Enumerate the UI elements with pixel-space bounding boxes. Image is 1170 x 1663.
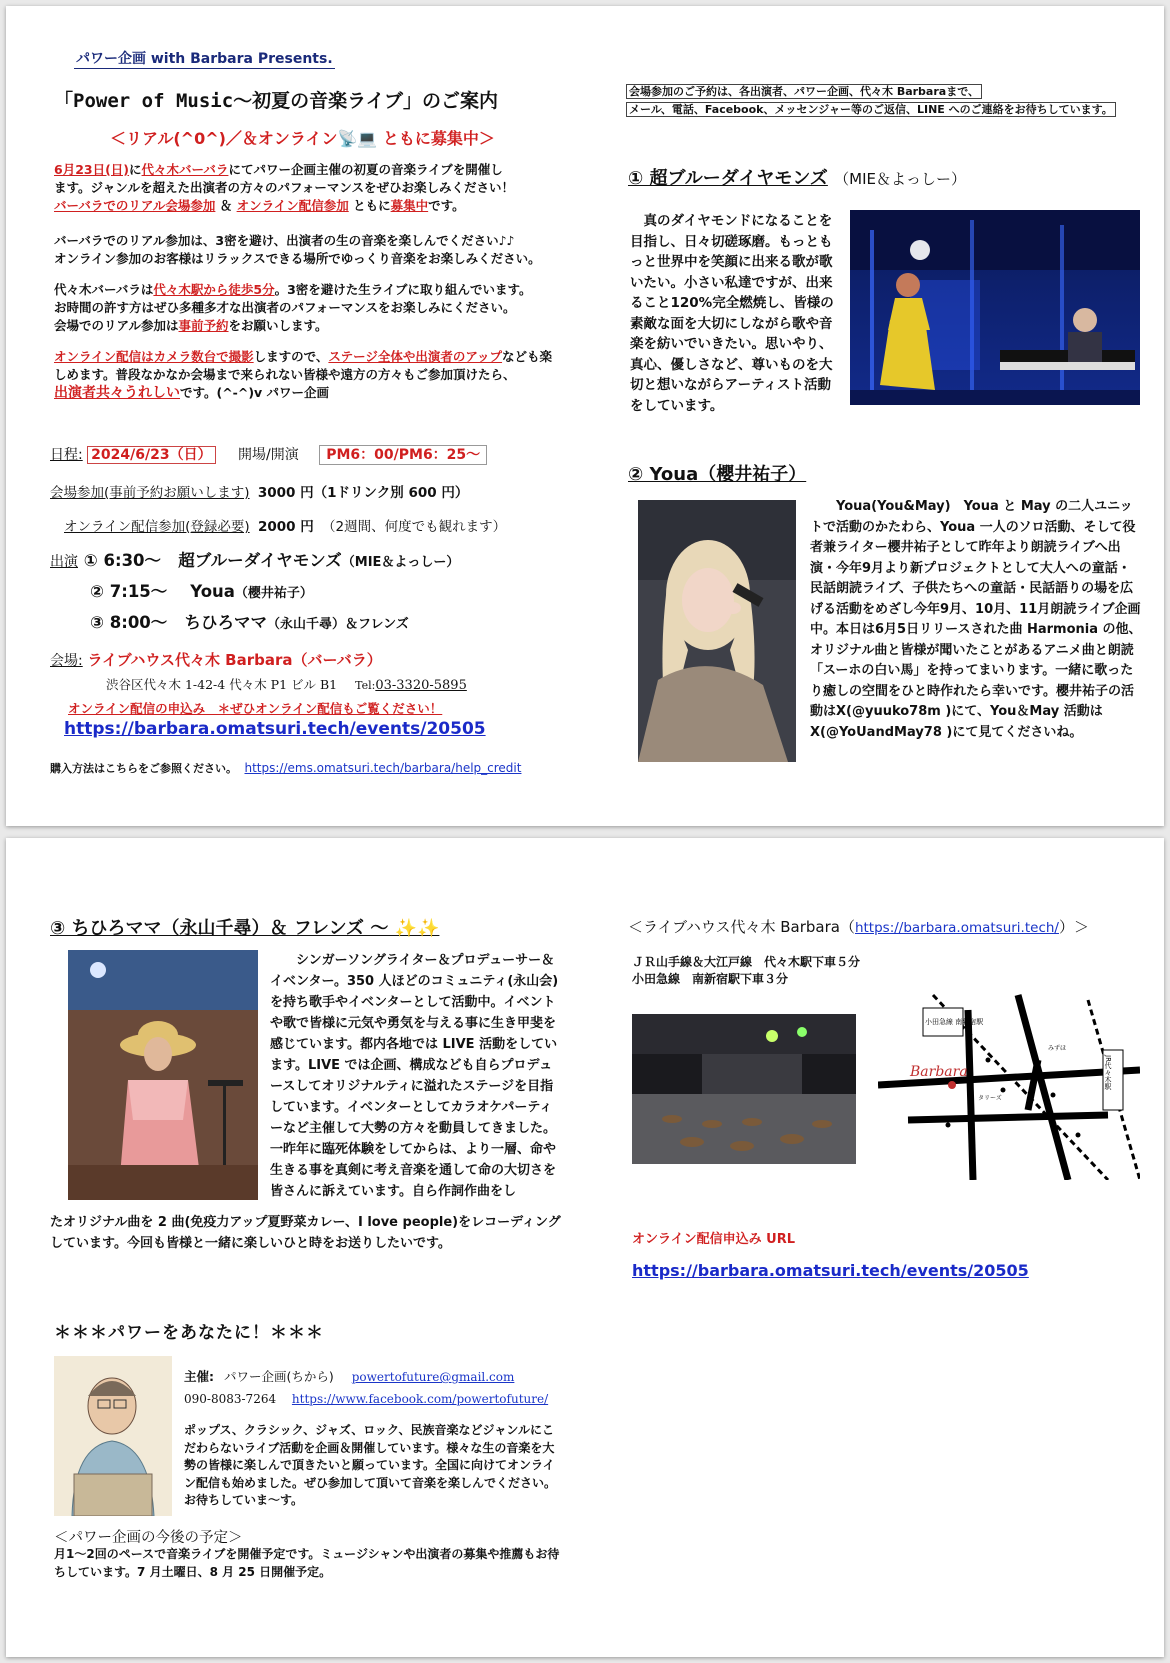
intro-paragraph-2: バーバラでのリアル参加は、3密を避け、出演者の生の音楽を楽しんでください♪♪ オンライン参加のお客様はリラックスできる場所でゆっくり音楽をお楽しみください。 bbox=[54, 233, 541, 266]
page-title: 「Power of Music～初夏の音楽ライブ」のご案内 bbox=[54, 90, 499, 112]
map-label-barbara: Barbara bbox=[910, 1064, 968, 1080]
venue-row: 会場: ライブハウス代々木 Barbara（バーバラ） bbox=[50, 651, 382, 669]
venue-site-link[interactable]: https://barbara.omatsuri.tech/ bbox=[854, 920, 1059, 936]
artist3-heading: ③ ちひろママ（永山千尋）＆ フレンズ ～ ✨✨ bbox=[50, 918, 440, 939]
purchase-link[interactable]: https://ems.omatsuri.tech/barbara/help_credit bbox=[244, 761, 522, 775]
online-url-label: オンライン配信申込み URL bbox=[632, 1232, 795, 1247]
artist3-text-full: たオリジナル曲を 2 曲(免疫力アップ夏野菜カレー、I love people)をレコーディングしています。今回も皆様と一緒に楽しいひと時をお送りしたいです。 bbox=[50, 1215, 561, 1251]
flyer-page-1 bbox=[6, 6, 1164, 826]
presenter-line: パワー企画 with Barbara Presents. bbox=[74, 48, 335, 69]
flyer-page-2 bbox=[6, 838, 1164, 1657]
access-info: ＪＲ山手線＆大江戸線 代々木駅下車５分 小田急線 南新宿駅下車３分 bbox=[632, 955, 861, 986]
artist3-text-side: シンガーソングライター＆プロデューサー＆イベンター。350 人ほどのコミュニティ(永山会)を持ち歌手やイベンターとして活動中。イベントや歌で皆様に元気や勇気を与える事に生き甲斐を感じています。都内各地では LIVE 活動をしています。LIVE では企画、構成なども自らプロデュースしてオリジナルティに溢れたステージを目指しています。イベンターとしてカラオケパーティーなど主催して大勢の方々を動員してきました。一昨年に臨死体験をしてからは、より一層、命や生きる事を真剣に考え音楽を通して命の大切さを皆さんに訴えています。自ら作詞作曲をし bbox=[270, 953, 559, 1199]
address-row: 渋谷区代々木 1-42-4 代々木 P1 ビル B1 Tel:03-3320-5895 bbox=[106, 677, 467, 693]
venue-map bbox=[878, 990, 1140, 1180]
date-row: 日程: 2024/6/23（日） 開場/開演 PM6：00/PM6：25～ bbox=[50, 444, 487, 464]
online-fee-row: オンライン配信参加(登録必要) 2000 円 （2週間、何度でも観れます） bbox=[64, 519, 507, 535]
schedule-heading: ＜パワー企画の今後の予定＞ bbox=[54, 1530, 243, 1546]
purchase-row: 購入方法はこちらをご参照ください。 https://ems.omatsuri.tech/barbara/help_credit bbox=[50, 761, 522, 775]
artist3-singer-photo bbox=[68, 950, 258, 1200]
performer-list bbox=[50, 546, 459, 639]
intro-paragraph-1: 6月23日(日)に代々木バーバラにてパワー企画主催の初夏の音楽ライブを開催し ます。ジャンルを超えた出演者の方々のパフォーマンスをぜひお楽しみください！ バーバラでのリアル会場参加 ＆ オンライン配信参加 ともに募集中です。 bbox=[54, 162, 514, 213]
organizer-name-row: 主催: パワー企画(ちから) powertofuture@gmail.com bbox=[184, 1369, 515, 1384]
map-label-bank: みずほ bbox=[1048, 1045, 1067, 1052]
reservation-note: 会場参加のご予約は、各出演者、パワー企画、代々木 Barbaraまで、 メール、電話、Facebook、メッセンジャー等のご返信、LINE へのご連絡をお待ちしています。 bbox=[626, 83, 1116, 119]
intro-paragraph-3: 代々木バーバラは代々木駅から徒歩5分。3密を避けた生ライブに取り組んでいます。 お時間の許す方はぜひ多種多才な出演者のパフォーマンスをお楽しみにください。 会場でのリアル参加は事前予約をお願いします。 bbox=[54, 282, 532, 333]
online-url-link[interactable]: https://barbara.omatsuri.tech/events/20505 bbox=[632, 1261, 1029, 1280]
performer-row-3: ③ 8:00～ ちひろママ（永山千尋）＆フレンズ bbox=[90, 613, 409, 632]
artist1-heading: ① 超ブルーダイヤモンズ （MIE＆よっしー） bbox=[628, 168, 967, 189]
organizer-contact-row: 090-8083-7264 https://www.facebook.com/powertofuture/ bbox=[184, 1392, 549, 1406]
intro-paragraph-4: オンライン配信はカメラ数台で撮影しますので、ステージ全体や出演者のアップなども楽 しめます。普段なかなか会場まで来られない皆様や遠方の方々もご参加頂けたら、 出演者共々うれしいです。(^-^)v パワー企画 bbox=[54, 349, 553, 401]
venue-fee-row: 会場参加(事前予約お願いします) 3000 円（1ドリンク別 600 円） bbox=[50, 485, 469, 501]
recruit-banner: ＜リアル(^0^)／＆オンライン📡💻 ともに募集中＞ bbox=[110, 129, 495, 148]
venue-interior-photo bbox=[632, 1014, 856, 1164]
performer-row-1: 出演 ① 6:30～ 超ブルーダイヤモンズ（MIE＆よっしー） bbox=[50, 551, 460, 570]
artist2-singer-photo bbox=[638, 500, 796, 762]
organizer-facebook-link[interactable]: https://www.facebook.com/powertofuture/ bbox=[291, 1392, 549, 1406]
online-apply-note: オンライン配信の申込み ＊ぜひオンライン配信もご覧ください！ bbox=[68, 701, 443, 716]
artist1-text: 真のダイヤモンドになることを目指し、日々切磋琢磨。もっともっと世界中を笑顔に出来る歌が歌いたい。小さい私達ですが、出来ること120%完全燃焼し、皆様の素敵な面を大切にしながら歌や音楽を紡いでいきたい。思いやり、真心、優しさなど、尊いものを大切と想いながらアーティスト活動をしています。 bbox=[630, 213, 834, 414]
event-link[interactable]: https://barbara.omatsuri.tech/events/20505 bbox=[64, 719, 486, 739]
organizer-text: ポップス、クラシック、ジャズ、ロック、民族音楽などジャンルにこだわらないライブ活動を企画＆開催しています。様々な生の音楽を大勢の皆様に楽しんで頂きたいと願っています。全国に向けてオンライン配信も始めました。ぜひ参加して頂いて音楽を楽しんでください。お待ちしていま～す。 bbox=[184, 1423, 557, 1507]
power-heading: ＊＊＊パワーをあなたに！＊＊＊ bbox=[54, 1323, 324, 1343]
map-label-jr: JR代々木駅 bbox=[1104, 1055, 1112, 1090]
artist1-stage-photo bbox=[850, 210, 1140, 405]
map-label-cafe: タリーズ bbox=[978, 1095, 1002, 1102]
artist2-text: Youa(You&May) Youa と May の二人ユニットで活動のかたわら、Youa 一人のソロ活動、そして役者兼ライター櫻井祐子として昨年より朗読ライブへ出演・今年9月より新プロジェクトとして大人への童話・民話朗読ライブ、子供たちへの童話・民話語りの場を広げる活動をめざし今年9月、10月、11月朗読ライブ企画中。本日は6月5日リリースされた曲 Harmonia の他、オリジナル曲と皆様が聞いたことがあるアニメ曲と朗読「スーホの白い馬」を持ってまいります。一緒に歌ったり癒しの空間をひと時作れたら幸いです。櫻井祐子の活動はX(@yuuko78m )にて、You＆May 活動はX(@YoUandMay78 )にて見てくださいね。 bbox=[810, 499, 1142, 740]
artist2-heading: ② Youa（櫻井祐子） bbox=[628, 464, 807, 485]
map-label-odakyu: 小田急線 南新宿駅 bbox=[925, 1018, 984, 1026]
organizer-email-link[interactable]: powertofuture@gmail.com bbox=[351, 1370, 515, 1384]
performer-row-2: ② 7:15～ Youa（櫻井祐子） bbox=[90, 582, 313, 601]
schedule-text: 月1～2回のペースで音楽ライブを開催予定です。ミュージシャンや出演者の募集や推薦もお待ちしています。7 月土曜日、8 月 25 日開催予定。 bbox=[54, 1547, 560, 1579]
organizer-portrait bbox=[54, 1356, 172, 1516]
venue-heading: ＜ライブハウス代々木 Barbara（https://barbara.omatsuri.tech/）＞ bbox=[628, 918, 1089, 936]
